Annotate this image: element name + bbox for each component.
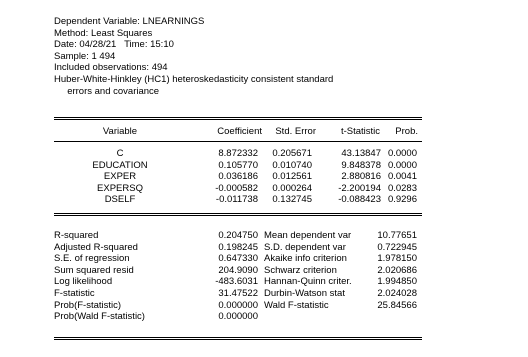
variable-name: EDUCATION (92, 159, 148, 171)
stat-value: 2.024028 (377, 288, 417, 299)
stat-label: Mean dependent var (264, 230, 352, 241)
stat-label: Prob(Wald F-statistic) (54, 311, 145, 323)
variable-name: EXPERSQ (97, 182, 143, 194)
t-statistic-value: -0.088423 (338, 194, 381, 206)
stat-value: 0.000000 (218, 311, 258, 323)
header-date-time: Date: 04/28/21 Time: 15:10 (54, 39, 174, 51)
header-underline-rule (54, 141, 422, 142)
stat-label: R-squared (54, 230, 99, 241)
t-statistic-value: -2.200194 (338, 182, 381, 194)
coefficient-value: 0.105770 (218, 159, 258, 171)
table-bottom-rule (54, 337, 422, 338)
stat-value: 1.994850 (377, 276, 417, 288)
coefficient-value: -0.000582 (215, 182, 258, 194)
header-covariance-method-cont: errors and covariance (54, 85, 160, 97)
stat-value: 0.722945 (377, 241, 417, 253)
table-top-rule (54, 117, 422, 118)
stat-value: 1.978150 (377, 253, 417, 265)
std-error-value: 0.012561 (272, 171, 312, 183)
col-header-prob: Prob. (395, 126, 418, 137)
prob-value: 0.0000 (387, 159, 417, 171)
std-error-value: 0.000264 (272, 182, 312, 194)
stat-label: Wald F-statistic (264, 299, 329, 311)
stat-label: Prob(F-statistic) (54, 299, 122, 311)
stat-label: Sum squared resid (54, 264, 134, 276)
variable-name: DSELF (104, 194, 136, 206)
stat-value: 0.647330 (218, 253, 258, 265)
stat-value: 10.77651 (377, 230, 417, 241)
col-header-std-error: Std. Error (275, 126, 316, 137)
col-header-variable: Variable (102, 126, 138, 137)
header-dependent-variable: Dependent Variable: LNEARNINGS (54, 16, 205, 27)
header-covariance-method: Huber-White-Hinkley (HC1) heteroskedasticity consistent standard (54, 74, 334, 85)
prob-value: 0.0041 (387, 171, 417, 183)
prob-value: 0.0283 (387, 182, 417, 194)
stat-label: S.E. of regression (54, 253, 130, 265)
coefficient-value: -0.011738 (215, 194, 258, 206)
std-error-value: 0.010740 (272, 159, 312, 171)
stat-value: 31.47522 (218, 288, 258, 299)
col-header-t-statistic: t-Statistic (340, 126, 380, 137)
stat-value: 0.198245 (218, 241, 258, 253)
coefficient-value: 8.872332 (218, 148, 258, 159)
stat-value: 204.9090 (218, 264, 258, 276)
t-statistic-value: 43.13847 (341, 148, 381, 159)
stat-value: -483.6031 (215, 276, 258, 288)
stat-value: 25.84566 (377, 299, 417, 311)
header-observations: Included observations: 494 (54, 62, 168, 74)
stat-label: Durbin-Watson stat (264, 288, 345, 299)
prob-value: 0.0000 (387, 148, 417, 159)
std-error-value: 0.205671 (272, 148, 312, 159)
stat-value: 0.204750 (218, 230, 258, 241)
header-method: Method: Least Squares (54, 27, 153, 39)
table-top-rule-2 (54, 119, 422, 120)
std-error-value: 0.132745 (272, 194, 312, 206)
variable-name: EXPER (103, 171, 137, 183)
variable-name: C (116, 148, 124, 159)
stat-label: Akaike info criterion (264, 253, 347, 265)
stat-label: Schwarz criterion (264, 264, 337, 276)
header-sample: Sample: 1 494 (54, 50, 116, 62)
stat-label: S.D. dependent var (264, 241, 346, 253)
t-statistic-value: 2.880816 (341, 171, 381, 183)
stat-label: Hannan-Quinn criter. (264, 276, 352, 288)
stat-label: Log likelihood (54, 276, 113, 288)
t-statistic-value: 9.848378 (341, 159, 381, 171)
coef-table-bottom-rule (54, 213, 422, 214)
stat-label: Adjusted R-squared (54, 241, 138, 253)
coef-table-bottom-rule-2 (54, 215, 422, 216)
stat-value: 0.000000 (218, 299, 258, 311)
stat-label: F-statistic (54, 288, 95, 299)
stat-value: 2.020686 (377, 264, 417, 276)
coefficient-value: 0.036186 (218, 171, 258, 183)
table-bottom-rule-2 (54, 339, 422, 340)
col-header-coefficient: Coefficient (217, 126, 262, 137)
prob-value: 0.9296 (387, 194, 417, 206)
